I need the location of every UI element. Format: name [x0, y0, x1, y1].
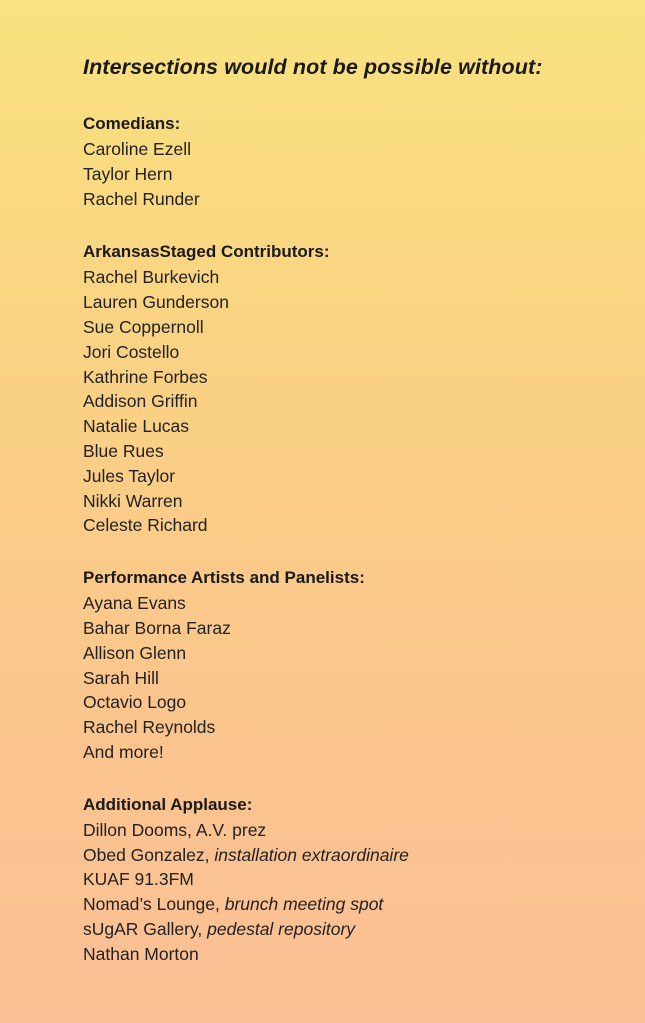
page-heading: Intersections would not be possible without:: [83, 55, 543, 79]
applause-list: [83, 818, 605, 967]
list-item: Celeste Richard: [83, 515, 208, 536]
list-item: Rachel Reynolds: [83, 717, 216, 738]
list-item: Obed Gonzalez, installation extraordinaire: [83, 844, 409, 865]
role-text: pedestal repository: [207, 918, 356, 939]
list-item: Jori Costello: [83, 341, 180, 362]
section-title-performers: Performance Artists and Panelists:: [83, 568, 365, 588]
list-item: Jules Taylor: [83, 465, 176, 486]
section-performers: [83, 565, 605, 765]
section-title-contributors: ArkansasStaged Contributors:: [83, 242, 330, 262]
section-contributors: [83, 239, 605, 538]
list-item: Rachel Burkevich: [83, 267, 220, 288]
list-item: Nikki Warren: [83, 490, 183, 511]
performers-list: [83, 591, 605, 765]
role-text: installation extraordinaire: [214, 844, 409, 865]
list-item: sUgAR Gallery, pedestal repository: [83, 918, 356, 939]
contributors-list: [83, 265, 605, 538]
list-item: Nomad’s Lounge, brunch meeting spot: [83, 894, 384, 915]
section-title-comedians: Comedians:: [83, 114, 181, 133]
list-item: Rachel Runder: [83, 188, 200, 209]
list-item: Caroline Ezell: [83, 139, 191, 159]
list-item: Allison Glenn: [83, 642, 187, 663]
list-item: Ayana Evans: [83, 593, 186, 614]
list-item: And more!: [83, 741, 164, 762]
section-title-applause: Additional Applause:: [83, 794, 253, 814]
list-item: Lauren Gunderson: [83, 292, 229, 313]
list-item: Bahar Borna Faraz: [83, 617, 231, 638]
section-comedians: [83, 111, 605, 211]
list-item: Addison Griffin: [83, 391, 198, 412]
list-item: Sarah Hill: [83, 667, 159, 688]
list-item: Blue Rues: [83, 440, 164, 461]
list-item: KUAF 91.3FM: [83, 869, 194, 890]
list-item: Taylor Hern: [83, 163, 173, 184]
role-text: brunch meeting spot: [224, 894, 384, 915]
list-item: Natalie Lucas: [83, 416, 190, 437]
list-item: Dillon Dooms, A.V. prez: [83, 819, 267, 840]
list-item: Kathrine Forbes: [83, 366, 208, 387]
list-item: Nathan Morton: [83, 943, 199, 964]
list-item: Octavio Logo: [83, 692, 187, 713]
section-applause: [83, 792, 605, 967]
comedians-list: [83, 137, 605, 211]
list-item: Sue Coppernoll: [83, 316, 204, 337]
